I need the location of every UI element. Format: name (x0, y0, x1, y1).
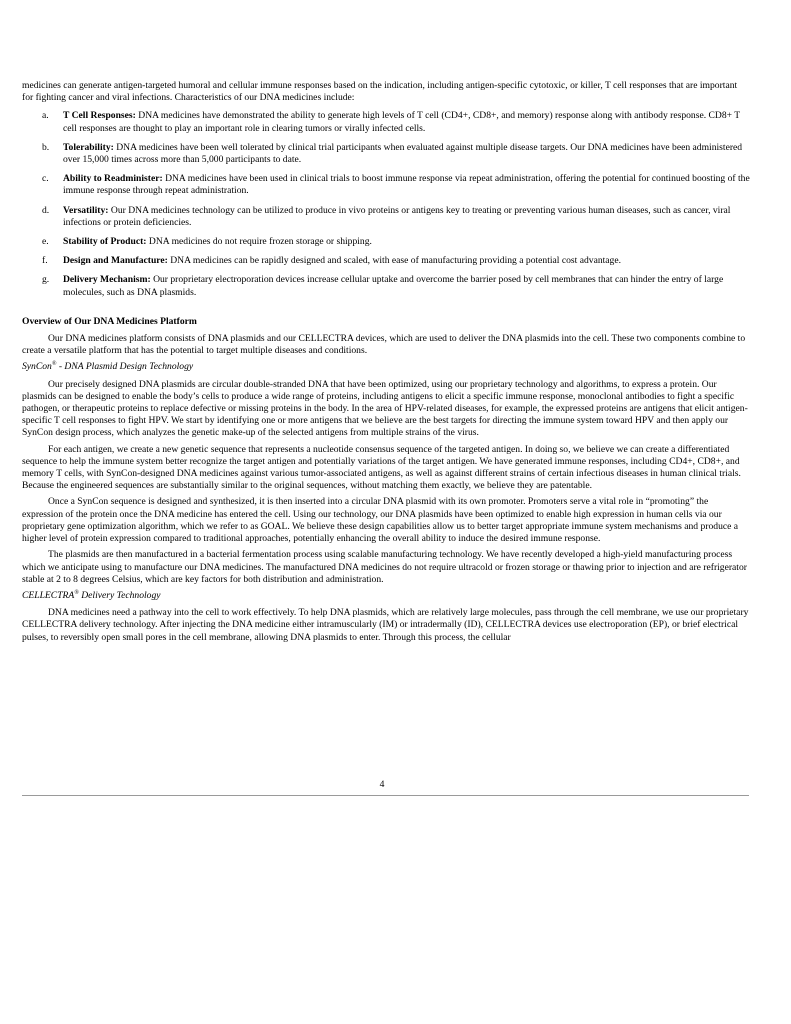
list-item (22, 236, 750, 248)
page-number: 4 (379, 779, 385, 790)
list-item-text: Our DNA medicines technology can be utilized to produce in vivo proteins or antigens key to treating or preventing various human diseases, such as cancer, viral infections or protein deficiencies. (63, 204, 731, 228)
list-item-term: Tolerability: (63, 141, 114, 153)
syncon-paragraph: For each antigen, we create a new genetic sequence that represents a nucleotide consensus sequence of the targeted antigen. In doing so, we believe we can create a differentiated sequence to help the immune system better recognize the target antigen and potentially variations of the target antigen. We have generated immune responses, including CD4+, CD8+, and memory T cells, with SynCon-designed DNA medicines against various tumor-associated antigens, as well as against different strains of certain infectious diseases in human clinical trials. Because the engineered sequences are substantially similar to the original sequences, without matching them exactly, we believe they are patentable. (22, 443, 741, 492)
syncon-heading (22, 361, 750, 373)
list-item (22, 205, 750, 229)
registered-mark: ® (51, 361, 57, 368)
list-item-term: Delivery Mechanism: (63, 274, 151, 286)
list-marker: d. (42, 204, 50, 216)
list-item (22, 274, 750, 298)
syncon-paragraph: Our precisely designed DNA plasmids are circular double-stranded DNA that have been optimized, using our proprietary technology and algorithms, to express a protein. Our plasmids can be designed to enable the body’s cells to produce a wide range of proteins, including antigens to elicit a specific immune response, monoclonal antibodies to fight a specific pathogen, or therapeutic proteins to replace defective or missing proteins in the body. In the area of HPV-related diseases, for example, the expressed proteins are antigens that elicit antigen-specific T cell responses to fight HPV. We start by identifying one or more antigens that we believe are the best targets for directing the immune system toward HPV and then apply our SynCon design process, which analyzes the genetic make-up of the selected antigens from multiple strains of the virus. (22, 378, 748, 439)
overview-paragraph: Our DNA medicines platform consists of DNA plasmids and our CELLECTRA devices, which are used to deliver the DNA plasmids into the cell. These two components combine to create a versatile platform that has the potential to target multiple diseases and conditions. (22, 333, 746, 357)
syncon-paragraph: Once a SynCon sequence is designed and synthesized, it is then inserted into a circular DNA plasmid with its own promoter. Promoters serve a vital role in “promoting” the expression of the protein once the DNA medicine has entered the cell. Using our technology, our DNA plasmids have been optimized to enable high expression in human cells via our proprietary gene optimization algorithm, which we refer to as GOAL. We believe these design capabilities allow us to better target appropriate immune system mechanisms and produce a higher level of protein expression compared to traditional approaches, potentially enhancing the overall ability to induce the desired immune response. (22, 496, 739, 545)
list-marker: f. (42, 255, 48, 267)
intro-paragraph: medicines can generate antigen-targeted humoral and cellular immune responses based on the indication, including antigen-specific cytotoxic, or killer, T cell responses that are important for fighting cancer and viral infections. Characteristics of our DNA medicines include: (22, 80, 738, 104)
syncon-heading-rest: - DNA Plasmid Design Technology (56, 361, 194, 373)
list-item-term: Stability of Product: (63, 236, 147, 248)
list-item (22, 142, 750, 166)
list-item-term: T Cell Responses: (63, 110, 136, 122)
list-item-text: DNA medicines have demonstrated the ability to generate high levels of T cell (CD4+, CD8+, and memory) response along with antibody response. CD8+ T cell responses are thought to play an important role in clearing tumors or virally infected cells. (63, 110, 740, 134)
list-marker: c. (42, 173, 49, 185)
list-item-term: Design and Manufacture: (63, 255, 168, 267)
list-item (22, 110, 750, 134)
cellectra-paragraph: DNA medicines need a pathway into the cell to work effectively. To help DNA plasmids, which are relatively large molecules, pass through the cell membrane, we use our proprietary CELLECTRA delivery technology. After injecting the DNA medicine either intramuscularly (IM) or intradermally (ID), CELLECTRA devices use electroporation (EP), or brief electrical pulses, to reversibly open small pores in the cell membrane, allowing DNA plasmids to enter. Through this process, the cellular (22, 607, 749, 643)
list-marker: g. (42, 274, 50, 286)
characteristics-list (22, 110, 750, 298)
list-item-text: DNA medicines can be rapidly designed and scaled, with ease of manufacturing providing a potential cost advantage. (170, 255, 621, 267)
cellectra-heading-rest: Delivery Technology (78, 589, 161, 601)
list-item-term: Versatility: (63, 204, 109, 216)
list-item-text: DNA medicines do not require frozen storage or shipping. (148, 236, 372, 248)
syncon-heading-name: SynCon (22, 361, 52, 373)
overview-heading: Overview of Our DNA Medicines Platform (22, 315, 197, 327)
list-item-text: Our proprietary electroporation devices increase cellular uptake and overcome the barrier posed by cell membranes that can hinder the entry of large molecules, such as DNA plasmids. (63, 274, 724, 298)
list-item (22, 173, 750, 197)
list-marker: e. (42, 236, 49, 248)
cellectra-heading (22, 590, 750, 602)
registered-mark: ® (74, 589, 79, 596)
syncon-paragraph: The plasmids are then manufactured in a bacterial fermentation process using scalable manufacturing technology. We have recently developed a high-yield manufacturing process which we anticipate using to manufacture our DNA medicines. The manufactured DNA medicines do not require ultracold or frozen storage or thawing prior to injection and are refrigerator stable at 2 to 8 degrees Celsius, which are key factors for both distribution and administration. (22, 549, 747, 585)
list-marker: b. (42, 141, 50, 153)
list-marker: a. (42, 110, 49, 122)
list-item-text: DNA medicines have been well tolerated by clinical trial participants when evaluated against multiple disease targets. Our DNA medicines have been administered over 15,000 times across more than 5,000 participants to date. (63, 141, 743, 166)
list-item (22, 255, 750, 267)
list-item-text: DNA medicines have been used in clinical trials to boost immune response via repeat administration, offering the potential for continued boosting of the immune response through repeat administration. (63, 173, 750, 197)
document-page (22, 80, 750, 648)
list-item-term: Ability to Readminister: (63, 173, 163, 185)
cellectra-heading-name: CELLECTRA (22, 589, 75, 601)
page-divider (22, 795, 749, 796)
